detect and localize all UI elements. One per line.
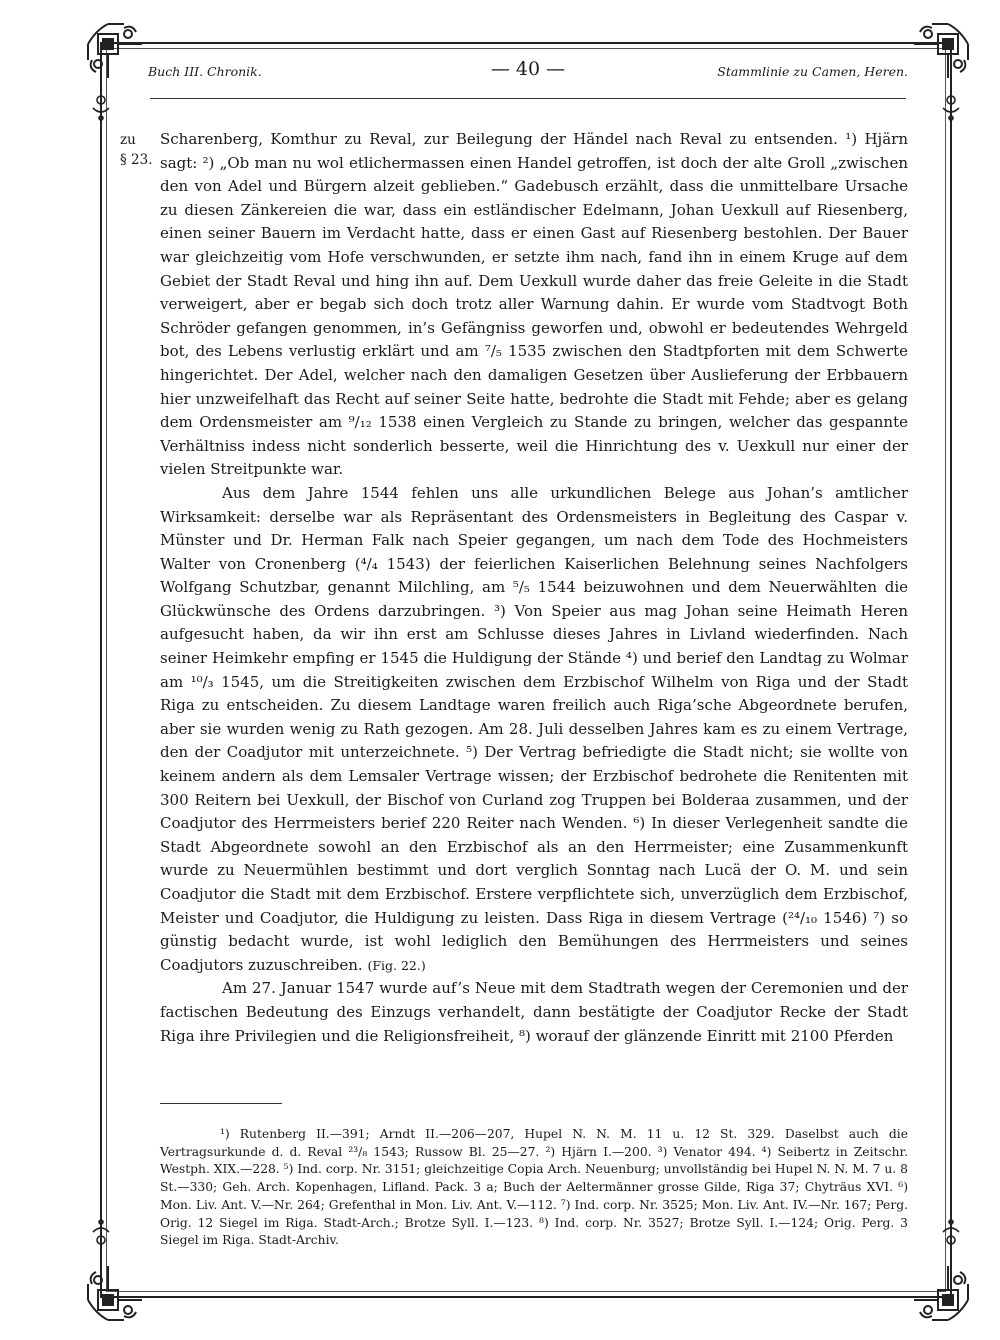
main-text [160,128,908,1048]
corner-ornament-icon [910,20,972,82]
paragraph-text: Aus dem Jahre 1544 fehlen uns alle urkundlichen Belege aus Johan’s amtlicher Wirksamkeit: derselbe war als Repräsentant des Ordensmeisters in Begleitung des Caspar v. Münster und Dr. Herman Falk nach Speier gegangen, um nach dem Tode des Hochmeisters Walter von Cronenberg (⁴/₄ 1543) der feierlichen Kaiserlichen Belehnung seines Nachfolgers Wolfgang Schutzbar, genannt Milchling, am ⁵/₅ 1544 beizuwohnen und dem Neuerwählten die Glückwünsche des Ordens darzubringen. ³) Von Speier aus mag Johan seine Heimath Heren aufgesucht haben, da wir ihn erst am Schlusse dieses Jahres in Livland wiederfinden. Nach seiner Heimkehr empfing er 1545 die Huldigung der Stände ⁴) und berief den Landtag zu Wolmar am ¹⁰/₃ 1545, um die Streitigkeiten zwischen dem Erzbischof Wilhelm von Riga und der Stadt Riga zu entscheiden. Zu diesem Landtage waren freilich auch Riga’sche Abgeordnete berufen, aber sie wurden wenig zu Rath gezogen. Am 28. Juli desselben Jahres kam es zu einem Vertrage, den der Coadjutor mit unterzeichnete. ⁵) Der Vertrag befriedigte die Stadt nicht; sie wollte von keinem andern als dem Lemsaler Vertrage wissen; der Erzbischof bedrohete die Renitenten mit 300 Reitern bei Uexkull, der Bischof von Curland zog Truppen bei Bolderaa zusammen, und der Coadjutor des Herrmeisters berief 220 Reiter nach Wenden. ⁶) In dieser Verlegenheit sandte die Stadt Abgeordnete sowohl an den Erzbischof als an den Herrmeister; eine Zusammenkunft wurde zu Neuermühlen bestimmt und dort verglich Sonntag nach Lucä der O. M. und sein Coadjutor die Stadt mit dem Erzbischof. Erstere verpflichtete sich, unverzüglich dem Erzbischof, Meister und Coadjutor, die Huldigung zu leisten. Dass Riga in diesem Vertrage (²⁴/₁₀ 1546) ⁷) so günstig bedacht wurde, ist wohl lediglich den Bemühungen des Herrmeisters und seines Coadjutors zuzuschreiben. [160,483,908,974]
header-section-title: Stammlinie zu Camen, Heren. [717,64,908,79]
margin-note-line: § 23. [120,152,153,168]
paragraph: Am 27. Januar 1547 wurde auf’s Neue mit dem Stadtrath wegen der Ceremonien und der factischen Bedeutung des Einzugs verhandelt, dann bestätigte der Coadjutor Recke der Stadt Riga ihre Privilegien und die Religionsfreiheit, ⁸) worauf der glänzende Einritt mit 2100 Pferden [160,979,908,1045]
paragraph: Scharenberg, Komthur zu Reval, zur Beilegung der Händel nach Reval zu entsenden. ¹) Hjärn sagt: ²) „Ob man nu wol etlichermassen einen Handel getroffen, ist doch der alte Groll „zwischen den von Adel und Bürgern alzeit geblieben.“ Gadebusch erzählt, dass die unmittelbare Ursache zu diesen Zänkereien die war, dass ein estländischer Edelmann, Johan Uexkull auf Riesenberg, einen seiner Bauern im Verdacht hatte, dass er einen Gast auf Riesenberg bestohlen. Der Bauer war gleichzeitig vom Hofe verschwunden, er setzte ihm nach, fand ihn in einem Kruge auf dem Gebiet der Stadt Reval und hing ihn auf. Dem Uexkull wurde daher das freie Geleite in die Stadt verweigert, aber er begab sich doch trotz aller Warnung dahin. Er wurde vom Stadtvogt Both Schröder gefangen genommen, in’s Gefängniss geworfen und, obwohl er bedeutendes Wehrgeld bot, des Lebens verlustig erklärt und am ⁷/₅ 1535 zwischen den Stadtpforten mit dem Schwerte hingerichtet. Der Adel, welcher nach den damaligen Gesetzen über Auslieferung der Erbbauern hier unzweifelhaft das Recht auf seiner Seite hatte, bedrohte die Stadt mit Fehde; aber es gelang dem Ordensmeister am ⁹/₁₂ 1538 einen Vergleich zu Stande zu bringen, welcher das gespannte Verhältniss indess nicht sonderlich besserte, weil die Hinrichtung des v. Uexkull nur einer der vielen Streitpunkte war. [160,130,908,479]
footnote-text: ¹) Rutenberg II.—391; Arndt II.—206—207, Hupel N. N. M. 11 u. 12 St. 329. Daselbst auch die Vertragsurkunde d. d. Reval ²³/₈ 1543; Russow Bl. 25—27. ²) Hjärn I.—200. ³) Venator 494. ⁴) Seibertz in Zeitschr. Westph. XIX.—228. ⁵) Ind. corp. Nr. 3151; gleichzeitige Copia Arch. Neuenburg; unvollständig bei Hupel N. N. M. 7 u. 8 St.—330; Geh. Arch. Kopenhagen, Lifland. Pack. 3 a; Buch der Aeltermänner grosse Gilde, Riga 37; Chyträus XVI. ⁶) Mon. Liv. Ant. V.—Nr. 264; Grefenthal in Mon. Liv. Ant. V.—112. ⁷) Ind. corp. Nr. 3525; Mon. Liv. Ant. IV.—Nr. 167; Perg. Orig. 12 Siegel im Riga. Stadt-Arch.; Brotze Syll. I.—123. ⁸) Ind. corp. Nr. 3527; Brotze Syll. I.—124; Orig. Perg. 3 Siegel im Riga. Stadt-Archiv. [160,1127,908,1248]
running-header [148,58,908,86]
footnotes [160,1126,908,1250]
header-book-title: Buch III. Chronik. [148,64,262,79]
side-ornament-icon [939,88,963,124]
page-number: — 40 — [490,58,566,80]
side-ornament-icon [89,1216,113,1252]
corner-ornament-icon [84,20,146,82]
header-rule [150,98,906,99]
footnote-rule [160,1103,282,1104]
margin-note [120,130,160,170]
side-ornament-icon [939,1216,963,1252]
margin-note-line: zu [120,132,136,148]
corner-ornament-icon [84,1262,146,1324]
corner-ornament-icon [910,1262,972,1324]
figure-reference: (Fig. 22.) [367,957,426,973]
side-ornament-icon [89,88,113,124]
paragraph [160,482,908,977]
